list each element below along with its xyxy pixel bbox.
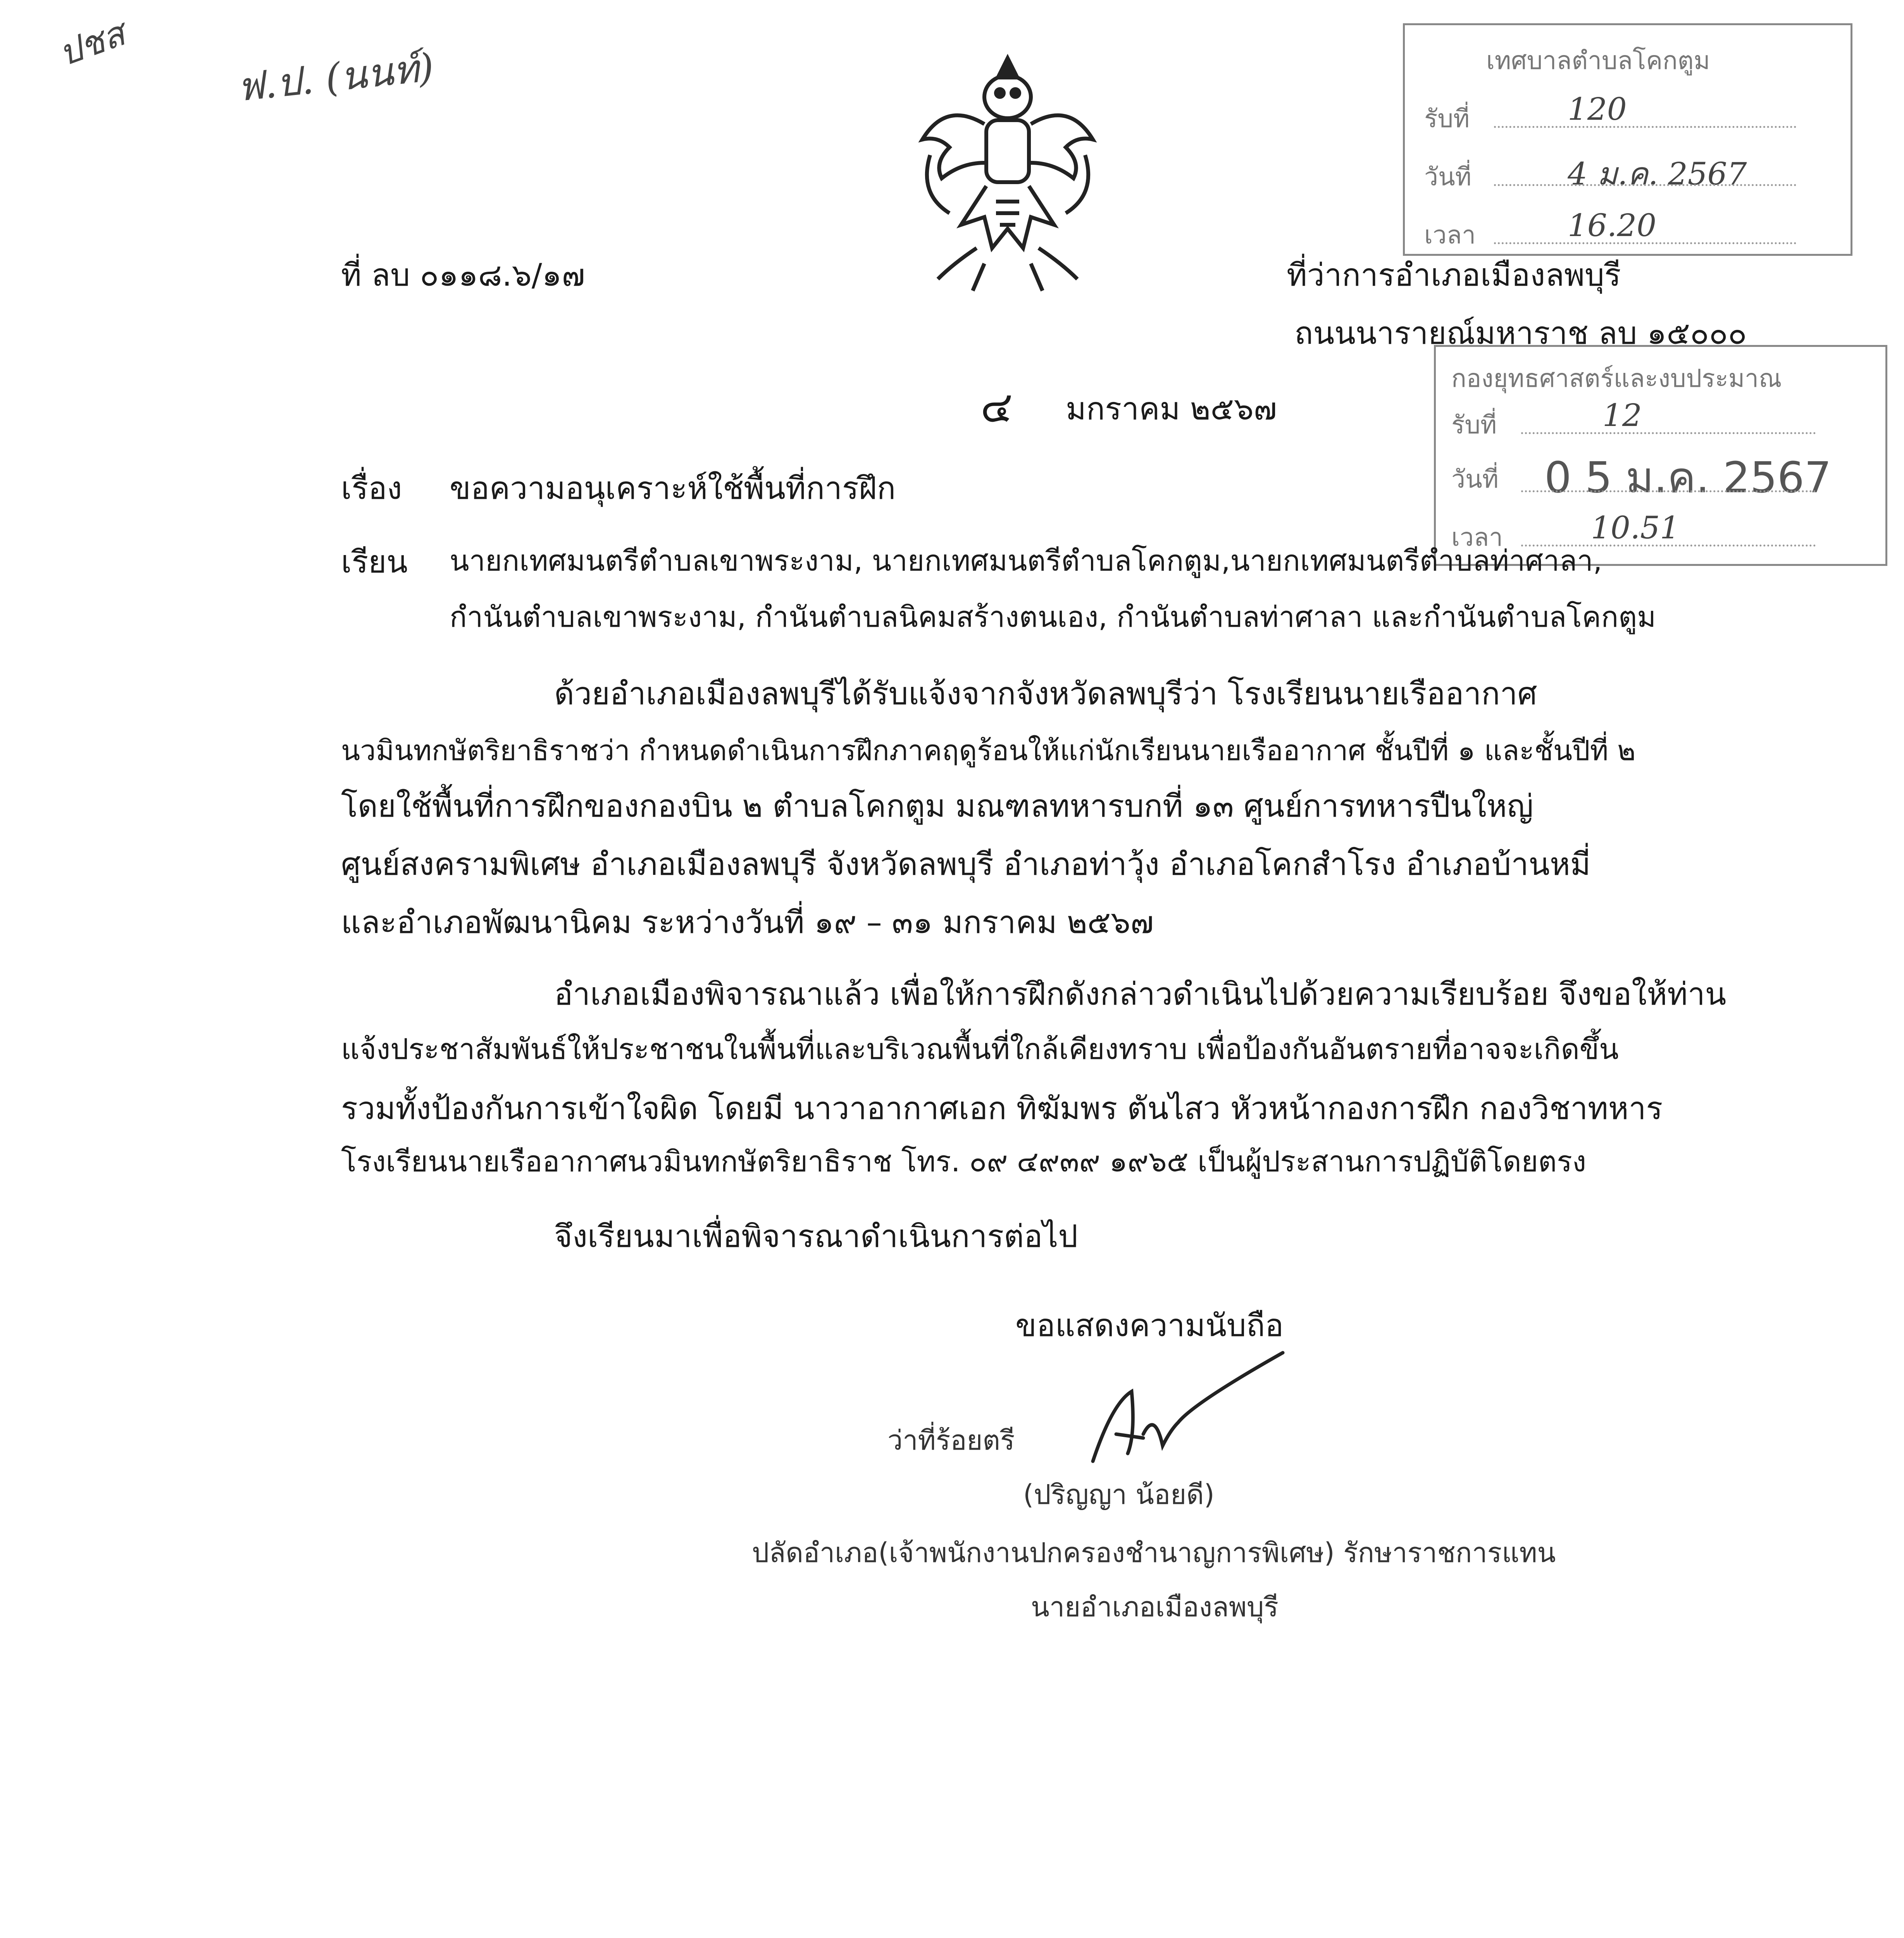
stamp1-recv-label: รับที่ [1424, 105, 1470, 133]
signer-position-1: ปลัดอำเภอ(เจ้าพนักงานปกครองชำนาญการพิเศษ) รักษาราชการแทน [752, 1537, 1556, 1569]
handwritten-note: ฟ.ป. (นนท์) [234, 44, 436, 110]
regards: ขอแสดงความนับถือ [1015, 1307, 1284, 1343]
stamp2-recv-value: 12 [1602, 397, 1642, 433]
margin-note: ปชส [53, 13, 131, 74]
garuda-emblem-icon [907, 47, 1108, 295]
stamp1-time-value: 16.20 [1568, 207, 1657, 243]
addressee-label: เรียน [341, 544, 408, 580]
paragraph-2-line: แจ้งประชาสัมพันธ์ให้ประชาชนในพื้นที่และบริเวณพื้นที่ใกล้เคียงทราบ เพื่อป้องกันอันตรายที่อาจจะเกิดขึ้น [341, 1033, 1619, 1066]
office-name: ที่ว่าการอำเภอเมืองลพบุรี [1287, 257, 1621, 293]
paragraph-1-line: ศูนย์สงครามพิเศษ อำเภอเมืองลพบุรี จังหวัดลพบุรี อำเภอท่าวุ้ง อำเภอโคกสำโรง อำเภอบ้านหมี่ [341, 846, 1591, 882]
stamp2-title: กองยุทธศาสตร์และงบประมาณ [1451, 364, 1782, 393]
signer-rank: ว่าที่ร้อยตรี [887, 1424, 1015, 1456]
stamp1-date-value: 4 ม.ค. 2567 [1568, 156, 1747, 192]
paragraph-2-line: รวมทั้งป้องกันการเข้าใจผิด โดยมี นาวาอากาศเอก ทิฆัมพร ตันไสว หัวหน้ากองการฝึก กองวิชาทหาร [341, 1090, 1663, 1126]
date-month-year: มกราคม ๒๕๖๗ [1066, 391, 1277, 427]
paragraph-2-line: โรงเรียนนายเรืออากาศนวมินทกษัตริยาธิราช โทร. ๐๙ ๔๙๓๙ ๑๙๖๕ เป็นผู้ประสานการปฏิบัติโดยตรง [341, 1145, 1586, 1178]
paragraph-1-line: และอำเภอพัฒนานิคม ระหว่างวันที่ ๑๙ – ๓๑ มกราคม ๒๕๖๗ [341, 904, 1154, 940]
signer-position-2: นายอำเภอเมืองลพบุรี [1031, 1591, 1279, 1623]
subject-label: เรื่อง [341, 470, 402, 506]
stamp2-date-value: 0 5 ม.ค. 2567 [1544, 453, 1832, 502]
stamp2-time-label: เวลา [1451, 523, 1503, 552]
reference-number: ที่ ลบ ๐๑๑๘.๖/๑๗ [341, 257, 585, 293]
stamp2-time-value: 10.51 [1591, 510, 1680, 546]
paragraph-1-line: นวมินทกษัตริยาธิราชว่า กำหนดดำเนินการฝึกภาคฤดูร้อนให้แก่นักเรียนนายเรืออากาศ ชั้นปีที่ ๑ และชั้นปีที่ ๒ [341, 734, 1636, 767]
stamp2-date-label: วันที่ [1451, 465, 1499, 494]
stamp2-recv-label: รับที่ [1451, 411, 1497, 440]
received-stamp-1 [1403, 23, 1852, 256]
subject-text: ขอความอนุเคราะห์ใช้พื้นที่การฝึก [450, 470, 896, 506]
paragraph-1-line: โดยใช้พื้นที่การฝึกของกองบิน ๒ ตำบลโคกตูม มณฑลทหารบกที่ ๑๓ ศูนย์การทหารปืนใหญ่ [341, 788, 1534, 824]
addressee-line-1: นายกเทศมนตรีตำบลเขาพระงาม, นายกเทศมนตรีตำบลโคกตูม,นายกเทศมนตรีตำบลท่าศาลา, [450, 544, 1602, 578]
signer-name: (ปริญญา น้อยดี) [1023, 1479, 1215, 1510]
handwritten-signature [1077, 1345, 1294, 1477]
office-address: ถนนนารายณ์มหาราช ลบ ๑๕๐๐๐ [1294, 315, 1747, 351]
stamp1-recv-value: 120 [1568, 91, 1627, 127]
closing-request: จึงเรียนมาเพื่อพิจารณาดำเนินการต่อไป [554, 1218, 1078, 1254]
date-day: ๔ [980, 382, 1013, 432]
paragraph-1-line: ด้วยอำเภอเมืองลพบุรีได้รับแจ้งจากจังหวัดลพบุรีว่า โรงเรียนนายเรืออากาศ [554, 676, 1537, 712]
stamp1-time-label: เวลา [1424, 221, 1476, 250]
stamp1-title: เทศบาลตำบลโคกตูม [1486, 47, 1710, 75]
paragraph-2-line: อำเภอเมืองพิจารณาแล้ว เพื่อให้การฝึกดังกล่าวดำเนินไปด้วยความเรียบร้อย จึงขอให้ท่าน [554, 976, 1727, 1012]
addressee-line-2: กำนันตำบลเขาพระงาม, กำนันตำบลนิคมสร้างตนเอง, กำนันตำบลท่าศาลา และกำนันตำบลโคกตูม [450, 600, 1656, 634]
received-stamp-2 [1434, 345, 1887, 566]
stamp1-date-label: วันที่ [1424, 163, 1472, 191]
